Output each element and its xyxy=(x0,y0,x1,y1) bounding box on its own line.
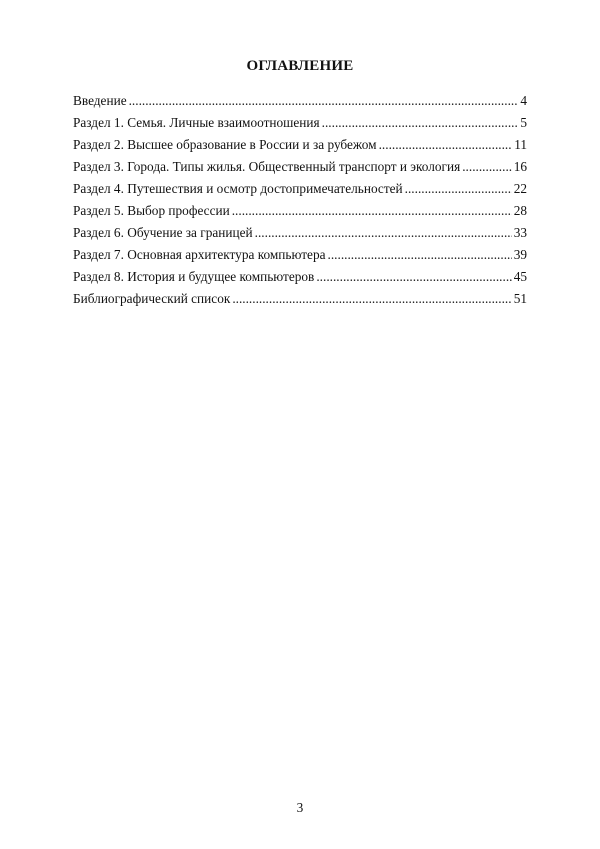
toc-entry-label: Раздел 4. Путешествия и осмотр достопримечательностей xyxy=(73,181,403,196)
toc-dot-leader xyxy=(232,288,511,310)
table-of-contents xyxy=(73,90,527,310)
toc-dot-leader xyxy=(328,244,512,266)
toc-dot-leader xyxy=(379,134,513,156)
toc-entry-page: 5 xyxy=(520,115,527,130)
toc-dot-leader xyxy=(405,178,512,200)
toc-entry-label: Раздел 6. Обучение за границей xyxy=(73,225,253,240)
toc-entry-page: 4 xyxy=(520,93,527,108)
toc-entry-section-6[interactable] xyxy=(73,222,527,244)
toc-entry-page: 11 xyxy=(514,137,527,152)
toc-dot-leader xyxy=(129,90,519,112)
toc-entry-introduction[interactable] xyxy=(73,90,527,112)
toc-dot-leader xyxy=(255,222,512,244)
toc-dot-leader xyxy=(316,266,511,288)
toc-entry-label: Раздел 5. Выбор профессии xyxy=(73,203,230,218)
toc-dot-leader xyxy=(322,112,519,134)
toc-entry-label: Раздел 2. Высшее образование в России и за рубежом xyxy=(73,137,377,152)
toc-entry-page: 51 xyxy=(513,291,527,306)
toc-entry-label: Раздел 3. Города. Типы жилья. Общественный транспорт и экология xyxy=(73,159,461,174)
toc-dot-leader xyxy=(462,156,511,178)
toc-entry-section-5[interactable] xyxy=(73,200,527,222)
toc-entry-page: 22 xyxy=(513,181,527,196)
toc-entry-section-3[interactable] xyxy=(73,156,527,178)
toc-title: ОГЛАВЛЕНИЕ xyxy=(246,58,354,74)
toc-entry-label: Библиографический список xyxy=(73,291,231,306)
toc-entry-label: Раздел 8. История и будущее компьютеров xyxy=(73,269,315,284)
toc-entry-section-4[interactable] xyxy=(73,178,527,200)
toc-entry-page: 28 xyxy=(513,203,527,218)
toc-entry-page: 45 xyxy=(513,269,527,284)
toc-entry-page: 16 xyxy=(513,159,527,174)
toc-entry-section-8[interactable] xyxy=(73,266,527,288)
toc-entry-page: 39 xyxy=(513,247,527,262)
toc-entry-page: 33 xyxy=(513,225,527,240)
toc-entry-label: Раздел 7. Основная архитектура компьютера xyxy=(73,247,326,262)
toc-entry-bibliography[interactable] xyxy=(73,288,527,310)
toc-entry-section-2[interactable] xyxy=(73,134,527,156)
toc-entry-section-1[interactable] xyxy=(73,112,527,134)
toc-entry-label: Введение xyxy=(73,93,127,108)
toc-entry-label: Раздел 1. Семья. Личные взаимоотношения xyxy=(73,115,320,130)
page-number: 3 xyxy=(296,800,304,815)
toc-entry-section-7[interactable] xyxy=(73,244,527,266)
toc-dot-leader xyxy=(232,200,512,222)
